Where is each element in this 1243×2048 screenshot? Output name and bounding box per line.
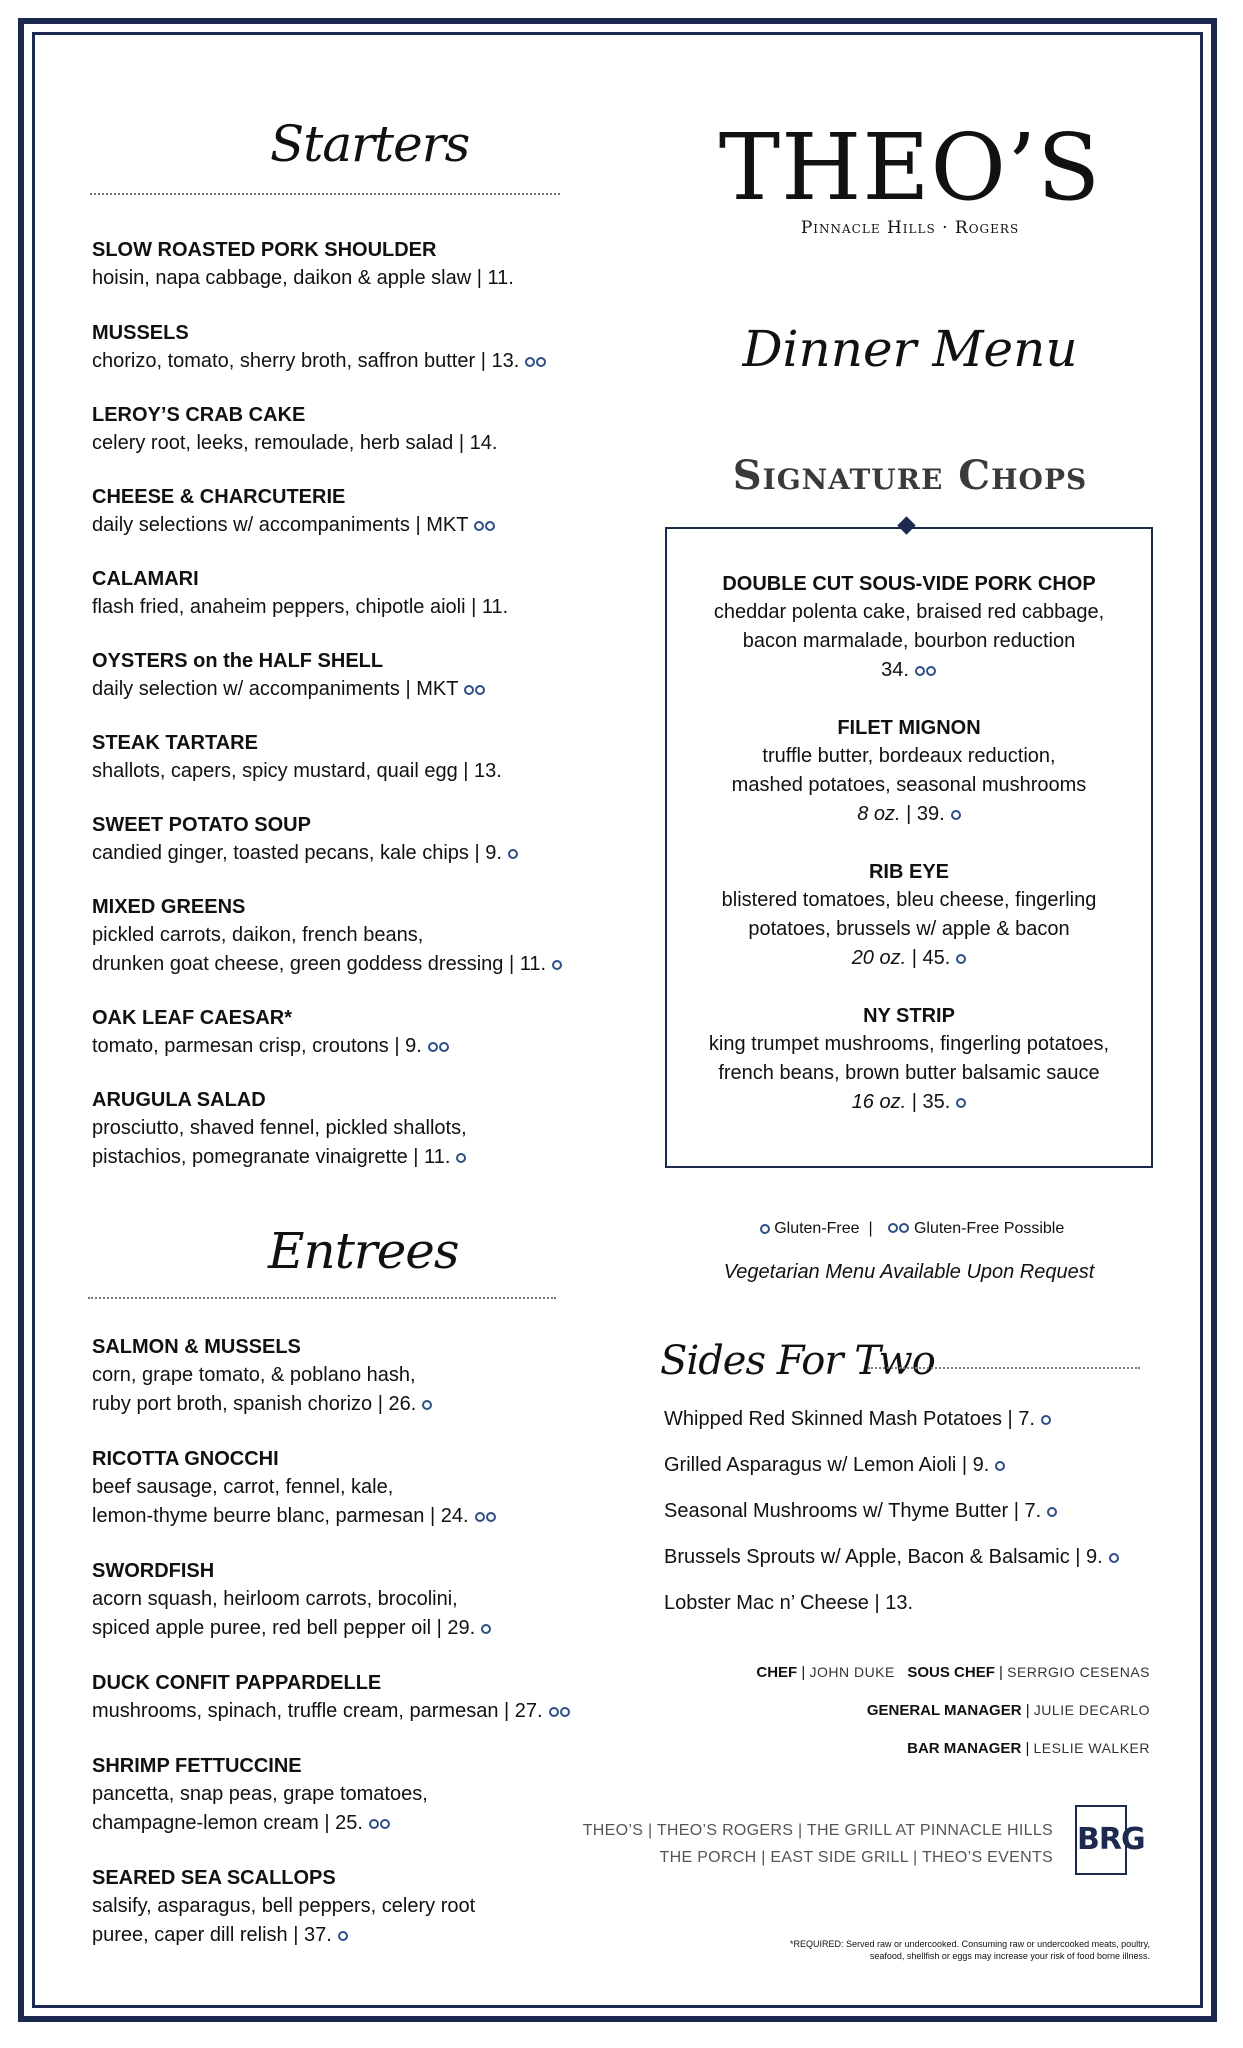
item-desc: pancetta, snap peas, grape tomatoes, bbox=[92, 1783, 428, 1805]
chop-item bbox=[668, 858, 1150, 973]
item-name: SLOW ROASTED PORK SHOULDER bbox=[92, 239, 437, 261]
bar-manager-name: LESLIE WALKER bbox=[1033, 1740, 1150, 1756]
side-item-label: Brussels Sprouts w/ Apple, Bacon & Balsamic | 9. bbox=[664, 1546, 1103, 1568]
entree-item bbox=[92, 1445, 612, 1531]
starter-item bbox=[92, 1004, 612, 1061]
side-item-label: Seasonal Mushrooms w/ Thyme Butter | 7. bbox=[664, 1500, 1042, 1522]
item-desc: celery root, leeks, remoulade, herb salad | 14. bbox=[92, 432, 498, 454]
staff-chefs: CHEF | JOHN DUKE SOUS CHEF | SERRGIO CESENAS bbox=[756, 1664, 1150, 1681]
gluten-free-icon bbox=[995, 1461, 1005, 1471]
entree-item bbox=[92, 1669, 612, 1726]
brg-restaurants bbox=[583, 1817, 1053, 1871]
item-desc: hoisin, napa cabbage, daikon & apple slaw | 11. bbox=[92, 267, 514, 289]
gluten-free-icon bbox=[338, 1931, 348, 1941]
item-name: SWORDFISH bbox=[92, 1560, 215, 1582]
item-weight: 20 oz. bbox=[851, 947, 907, 969]
gluten-free-possible-icon bbox=[475, 1502, 497, 1531]
starters-title: Starters bbox=[270, 115, 470, 173]
gluten-free-possible-icon bbox=[428, 1032, 450, 1061]
entree-item bbox=[92, 1557, 612, 1643]
gluten-free-icon bbox=[956, 954, 966, 964]
item-desc: pistachios, pomegranate vinaigrette | 11. bbox=[92, 1146, 451, 1168]
food-safety-disclaimer bbox=[690, 1938, 1150, 1962]
brg-logo: BRG bbox=[1075, 1805, 1127, 1875]
item-name: CHEESE & CHARCUTERIE bbox=[92, 486, 346, 508]
sides-title: Sides For Two bbox=[660, 1338, 935, 1384]
starter-item bbox=[92, 401, 612, 458]
item-desc: puree, caper dill relish | 37. bbox=[92, 1924, 332, 1946]
item-desc: beef sausage, carrot, fennel, kale, bbox=[92, 1476, 394, 1498]
gluten-free-possible-icon bbox=[915, 656, 937, 685]
legend-gluten-free-possible: Gluten-Free Possible bbox=[913, 1220, 1065, 1238]
item-desc: daily selections w/ accompaniments | MKT bbox=[92, 514, 469, 536]
legend-gluten-free: Gluten-Free bbox=[774, 1220, 860, 1238]
item-desc: corn, grape tomato, & poblano hash, bbox=[92, 1364, 416, 1386]
item-name: CALAMARI bbox=[92, 568, 199, 590]
item-desc: potatoes, brussels w/ apple & bacon bbox=[748, 918, 1070, 940]
chef-label: CHEF bbox=[756, 1664, 798, 1681]
item-desc: mushrooms, spinach, truffle cream, parmesan | 27. bbox=[92, 1700, 543, 1722]
sous-chef-name: SERRGIO CESENAS bbox=[1007, 1664, 1150, 1680]
chef-name: JOHN DUKE bbox=[809, 1664, 895, 1680]
item-name: RICOTTA GNOCCHI bbox=[92, 1448, 279, 1470]
gluten-free-possible-icon bbox=[525, 347, 547, 376]
item-desc: chorizo, tomato, sherry broth, saffron butter | 13. bbox=[92, 350, 520, 372]
side-item bbox=[664, 1454, 1144, 1477]
gluten-free-possible-icon bbox=[888, 1220, 910, 1238]
item-weight: 8 oz. bbox=[857, 803, 901, 825]
side-item bbox=[664, 1546, 1144, 1569]
item-desc: truffle butter, bordeaux reduction, bbox=[762, 745, 1056, 767]
vegetarian-note: Vegetarian Menu Available Upon Request bbox=[723, 1261, 1095, 1283]
starter-item bbox=[92, 1086, 612, 1172]
bar-manager-label: BAR MANAGER bbox=[907, 1740, 1022, 1757]
gluten-free-icon bbox=[422, 1400, 432, 1410]
item-name: STEAK TARTARE bbox=[92, 732, 258, 754]
dietary-legend bbox=[665, 1220, 1153, 1238]
item-desc: champagne-lemon cream | 25. bbox=[92, 1812, 363, 1834]
item-name: MUSSELS bbox=[92, 322, 189, 344]
gluten-free-icon bbox=[508, 849, 518, 859]
item-name: FILET MIGNON bbox=[837, 717, 981, 739]
item-name: ARUGULA SALAD bbox=[92, 1089, 266, 1111]
gluten-free-icon bbox=[1109, 1553, 1119, 1563]
starter-item bbox=[92, 236, 612, 293]
item-desc: shallots, capers, spicy mustard, quail egg | 13. bbox=[92, 760, 502, 782]
item-name: RIB EYE bbox=[868, 861, 950, 883]
item-desc: king trumpet mushrooms, fingerling potatoes, bbox=[708, 1033, 1110, 1055]
gluten-free-icon bbox=[1041, 1415, 1051, 1425]
item-price: 34. bbox=[881, 659, 909, 681]
brg-line: THE PORCH | EAST SIDE GRILL | THEO’S EVENTS bbox=[659, 1849, 1053, 1866]
side-item bbox=[664, 1500, 1144, 1523]
entrees-title: Entrees bbox=[268, 1222, 459, 1280]
item-weight: 16 oz. bbox=[851, 1091, 907, 1113]
entree-item bbox=[92, 1752, 612, 1838]
item-desc: acorn squash, heirloom carrots, brocolini, bbox=[92, 1588, 458, 1610]
item-name: OAK LEAF CAESAR* bbox=[92, 1007, 293, 1029]
item-desc: pickled carrots, daikon, french beans, bbox=[92, 924, 424, 946]
sides-divider bbox=[868, 1367, 1140, 1369]
chop-item bbox=[668, 1002, 1150, 1117]
gluten-free-icon bbox=[951, 810, 961, 820]
item-desc: ruby port broth, spanish chorizo | 26. bbox=[92, 1393, 417, 1415]
item-desc: french beans, brown butter balsamic sauce bbox=[718, 1062, 1100, 1084]
item-name: SHRIMP FETTUCCINE bbox=[92, 1755, 302, 1777]
item-name: MIXED GREENS bbox=[92, 896, 246, 918]
item-desc: salsify, asparagus, bell peppers, celery root bbox=[92, 1895, 476, 1917]
disclaimer-line: seafood, shellfish or eggs may increase your risk of food borne illness. bbox=[869, 1951, 1150, 1961]
entree-item bbox=[92, 1333, 612, 1419]
item-desc: drunken goat cheese, green goddess dressing | 11. bbox=[92, 953, 547, 975]
starter-item bbox=[92, 565, 612, 622]
item-desc: blistered tomatoes, bleu cheese, fingerling bbox=[721, 889, 1097, 911]
starters-divider bbox=[90, 193, 560, 195]
item-name: DOUBLE CUT SOUS-VIDE PORK CHOP bbox=[722, 573, 1096, 595]
chop-item bbox=[668, 714, 1150, 829]
item-desc: daily selection w/ accompaniments | MKT bbox=[92, 678, 459, 700]
item-name: OYSTERS on the HALF SHELL bbox=[92, 650, 384, 672]
gluten-free-icon bbox=[456, 1153, 466, 1163]
item-desc: lemon-thyme beurre blanc, parmesan | 24. bbox=[92, 1505, 469, 1527]
item-desc: tomato, parmesan crisp, croutons | 9. bbox=[92, 1035, 422, 1057]
staff-bar: BAR MANAGER | LESLIE WALKER bbox=[907, 1740, 1150, 1757]
starter-item bbox=[92, 729, 612, 786]
entrees-divider bbox=[88, 1297, 556, 1299]
brg-line: THEO’S | THEO’S ROGERS | THE GRILL AT PINNACLE HILLS bbox=[582, 1822, 1053, 1839]
item-name: SWEET POTATO SOUP bbox=[92, 814, 311, 836]
item-desc: cheddar polenta cake, braised red cabbage, bbox=[713, 601, 1105, 623]
gluten-free-icon bbox=[1047, 1507, 1057, 1517]
item-name: SALMON & MUSSELS bbox=[92, 1336, 301, 1358]
item-desc: candied ginger, toasted pecans, kale chips | 9. bbox=[92, 842, 502, 864]
gluten-free-icon bbox=[481, 1624, 491, 1634]
item-price: | 45. bbox=[906, 947, 951, 969]
gm-label: GENERAL MANAGER bbox=[866, 1702, 1022, 1719]
starter-item bbox=[92, 319, 612, 376]
item-name: LEROY’S CRAB CAKE bbox=[92, 404, 306, 426]
starter-item bbox=[92, 483, 612, 540]
starter-item bbox=[92, 811, 612, 868]
side-item-label: Lobster Mac n’ Cheese | 13. bbox=[664, 1592, 914, 1614]
item-name: SEARED SEA SCALLOPS bbox=[92, 1867, 336, 1889]
item-name: NY STRIP bbox=[863, 1005, 955, 1027]
gluten-free-icon bbox=[956, 1098, 966, 1108]
item-desc: prosciutto, shaved fennel, pickled shallots, bbox=[92, 1117, 467, 1139]
gluten-free-possible-icon bbox=[549, 1697, 571, 1726]
side-item bbox=[664, 1408, 1144, 1431]
gm-name: JULIE DECARLO bbox=[1033, 1702, 1150, 1718]
side-item bbox=[664, 1592, 1144, 1615]
item-name: DUCK CONFIT PAPPARDELLE bbox=[92, 1672, 382, 1694]
starter-item bbox=[92, 893, 612, 979]
gluten-free-icon bbox=[760, 1224, 770, 1234]
gluten-free-possible-icon bbox=[369, 1809, 391, 1838]
chop-item bbox=[668, 570, 1150, 685]
restaurant-location: Pinnacle Hills · Rogers bbox=[800, 218, 1020, 238]
side-item-label: Grilled Asparagus w/ Lemon Aioli | 9. bbox=[664, 1454, 990, 1476]
gluten-free-possible-icon bbox=[464, 675, 486, 704]
staff-gm: GENERAL MANAGER | JULIE DECARLO bbox=[866, 1702, 1150, 1719]
restaurant-logo bbox=[700, 114, 1120, 238]
legend-separator: | bbox=[868, 1220, 873, 1238]
entree-item bbox=[92, 1864, 612, 1950]
item-desc: mashed potatoes, seasonal mushrooms bbox=[731, 774, 1087, 796]
sous-chef-label: SOUS CHEF bbox=[907, 1664, 995, 1681]
side-item-label: Whipped Red Skinned Mash Potatoes | 7. bbox=[664, 1408, 1035, 1430]
gluten-free-icon bbox=[552, 960, 562, 970]
item-price: | 39. bbox=[900, 803, 945, 825]
item-desc: flash fried, anaheim peppers, chipotle aioli | 11. bbox=[92, 596, 509, 618]
item-desc: spiced apple puree, red bell pepper oil | 29. bbox=[92, 1617, 476, 1639]
item-price: | 35. bbox=[906, 1091, 951, 1113]
disclaimer-line: *REQUIRED: Served raw or undercooked. Consuming raw or undercooked meats, poultry, bbox=[790, 1939, 1150, 1949]
starter-item bbox=[92, 647, 612, 704]
signature-chops-title: Signature Chops bbox=[732, 452, 1088, 499]
menu-title: Dinner Menu bbox=[742, 320, 1078, 378]
item-desc: bacon marmalade, bourbon reduction bbox=[742, 630, 1076, 652]
gluten-free-possible-icon bbox=[474, 511, 496, 540]
restaurant-name: THEO’S bbox=[718, 114, 1102, 221]
